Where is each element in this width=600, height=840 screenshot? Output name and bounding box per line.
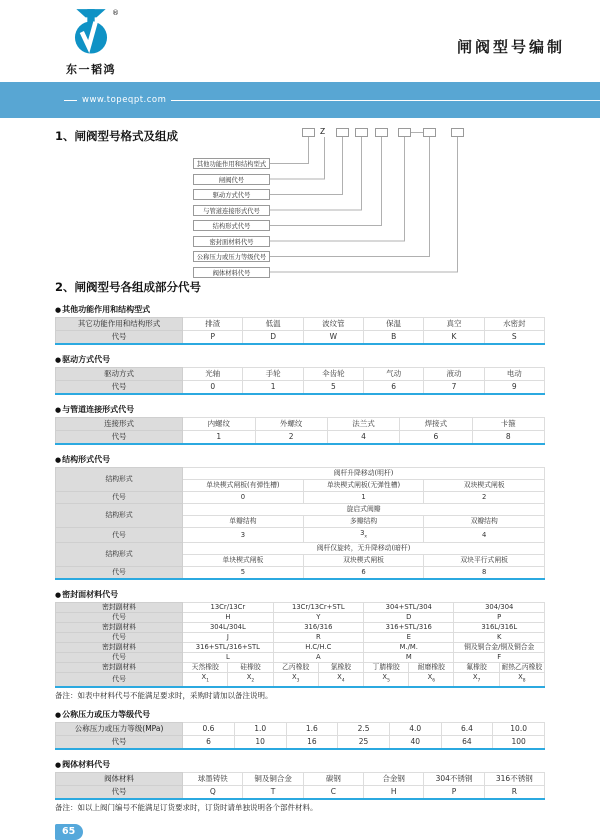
value-cell: $X_1$ — [183, 673, 228, 687]
value-cell: M — [364, 653, 454, 663]
table-section — [55, 590, 545, 699]
value-cell: 100 — [493, 735, 545, 749]
value-cell: 25 — [338, 735, 390, 749]
row-header-cell: 代号 — [56, 653, 183, 663]
table-row — [56, 431, 545, 445]
row-header-cell: 代号 — [56, 633, 183, 643]
model-code-box — [336, 128, 349, 137]
table-row — [56, 468, 545, 480]
value-cell: 伞齿轮 — [303, 368, 363, 381]
model-code-box — [423, 128, 436, 137]
valve-logo-icon — [69, 8, 113, 56]
value-cell: C — [303, 785, 363, 799]
value-cell: 304+STL/304 — [364, 603, 454, 613]
code-tables-area — [55, 305, 545, 812]
value-cell: $X_6$ — [409, 673, 454, 687]
value-cell: 0.6 — [183, 722, 235, 735]
table-section — [55, 355, 545, 395]
website-url: www.topeqpt.com — [82, 95, 167, 105]
code-table — [55, 317, 545, 345]
bullet-icon: ● — [55, 406, 62, 414]
value-cell: S — [484, 331, 544, 345]
table-section — [55, 305, 545, 345]
registered-trademark: ® — [112, 9, 119, 17]
code-table — [55, 417, 545, 445]
row-header-cell: 代号 — [56, 331, 183, 345]
value-cell: 1 — [303, 492, 424, 504]
value-cell: E — [364, 633, 454, 643]
divider-line — [64, 100, 77, 101]
value-cell: 保温 — [364, 318, 424, 331]
row-header-cell: 结构形式 — [56, 543, 183, 567]
value-cell: 9 — [484, 381, 544, 395]
code-table — [55, 602, 545, 687]
row-header-cell: 代号 — [56, 381, 183, 395]
model-code-box — [451, 128, 464, 137]
row-header-cell: 代号 — [56, 735, 183, 749]
value-cell: 40 — [389, 735, 441, 749]
value-cell: 法兰式 — [327, 418, 399, 431]
value-cell: 双瓣结构 — [424, 516, 545, 528]
table-row — [56, 418, 545, 431]
value-cell: 13Cr/13Cr — [183, 603, 273, 613]
value-cell: $X_2$ — [228, 673, 273, 687]
value-cell: 手轮 — [243, 368, 303, 381]
diagram-label: 驱动方式代号 — [193, 189, 270, 200]
table-row — [56, 643, 545, 653]
code-table — [55, 467, 545, 580]
row-header-cell: 密封副材料 — [56, 643, 183, 653]
value-cell: $X_4$ — [318, 673, 363, 687]
row-header-cell: 阀体材料 — [56, 772, 183, 785]
table-row — [56, 673, 545, 687]
value-cell: $X_3$ — [273, 673, 318, 687]
table-section-heading — [55, 590, 545, 600]
page-content — [0, 124, 600, 840]
value-cell: M./M. — [364, 643, 454, 653]
table-section-label: 结构形式代号 — [62, 455, 111, 464]
section1-title: 1、闸阀型号格式及组成 — [55, 129, 179, 143]
table-row — [56, 567, 545, 580]
value-cell: P — [183, 331, 243, 345]
value-cell: 内螺纹 — [183, 418, 255, 431]
value-cell: $X_8$ — [499, 673, 544, 687]
table-row — [56, 722, 545, 735]
table-section-heading — [55, 305, 545, 315]
row-header-cell: 结构形式 — [56, 504, 183, 528]
model-code-box — [302, 128, 315, 137]
table-row — [56, 785, 545, 799]
bullet-icon: ● — [55, 356, 62, 364]
table-row — [56, 663, 545, 673]
value-cell: 合金钢 — [364, 772, 424, 785]
diagram-label: 其他功能作用和结构型式 — [193, 158, 270, 169]
value-cell: F — [454, 653, 545, 663]
value-cell: P — [424, 785, 484, 799]
value-cell: 阀杆升降移动(明杆) — [183, 468, 545, 480]
value-cell: K — [454, 633, 545, 643]
code-table — [55, 772, 545, 800]
value-cell: 7 — [424, 381, 484, 395]
table-row — [56, 504, 545, 516]
value-cell: Q — [183, 785, 243, 799]
table-note: 备注：如以上阀门编号不能满足订货要求时，订货时请单独说明各个部件材料。 — [55, 802, 318, 812]
value-cell: 多瓣结构 — [303, 516, 424, 528]
value-cell: 阀杆仅旋转，无升降移动(暗杆) — [183, 543, 545, 555]
table-row — [56, 318, 545, 331]
table-section — [55, 405, 545, 445]
row-header-cell: 代号 — [56, 785, 183, 799]
value-cell: L — [183, 653, 273, 663]
value-cell: 氯橡胶 — [318, 663, 363, 673]
value-cell: 双块楔式闸板 — [424, 480, 545, 492]
model-code-box — [375, 128, 388, 137]
value-cell: 2 — [424, 492, 545, 504]
table-section-heading — [55, 760, 545, 770]
row-header-cell: 结构形式 — [56, 468, 183, 492]
value-cell: 4.0 — [389, 722, 441, 735]
row-header-cell: 密封副材料 — [56, 603, 183, 613]
value-cell: 单块楔式闸板(有弹性槽) — [183, 480, 304, 492]
value-cell: $3_x$ — [303, 528, 424, 543]
value-cell: 10 — [234, 735, 286, 749]
page-number-badge: 65 — [55, 824, 83, 840]
value-cell: 6 — [400, 431, 472, 445]
value-cell: 硅橡胶 — [228, 663, 273, 673]
row-header-cell: 驱动方式 — [56, 368, 183, 381]
value-cell: 铜及铜合金 — [243, 772, 303, 785]
value-cell: 8 — [472, 431, 544, 445]
row-header-cell: 代号 — [56, 613, 183, 623]
value-cell: 气动 — [364, 368, 424, 381]
value-cell: 4 — [424, 528, 545, 543]
row-header-cell: 代号 — [56, 431, 183, 445]
value-cell: 真空 — [424, 318, 484, 331]
value-cell: 4 — [327, 431, 399, 445]
page-header — [0, 0, 600, 82]
table-row — [56, 623, 545, 633]
table-section-heading — [55, 710, 545, 720]
table-row — [56, 331, 545, 345]
value-cell: 13Cr/13Cr+STL — [273, 603, 363, 613]
value-cell: 天然橡胶 — [183, 663, 228, 673]
bullet-icon: ● — [55, 760, 62, 769]
table-row — [56, 381, 545, 395]
row-header-cell: 密封副材料 — [56, 623, 183, 633]
code-table — [55, 367, 545, 395]
table-section-heading — [55, 355, 545, 365]
table-row — [56, 492, 545, 504]
value-cell: 低温 — [243, 318, 303, 331]
table-section-label: 公称压力或压力等级代号 — [62, 709, 151, 719]
row-header-cell: 代号 — [56, 567, 183, 580]
table-section-heading — [55, 455, 545, 465]
table-section-label: 阀体材料代号 — [62, 759, 111, 769]
table-section-label: 驱动方式代号 — [62, 355, 111, 364]
value-cell: A — [273, 653, 363, 663]
value-cell: 碳钢 — [303, 772, 363, 785]
value-cell: 304L/304L — [183, 623, 273, 633]
value-cell: 304不锈钢 — [424, 772, 484, 785]
model-code-box — [355, 128, 368, 137]
diagram-label: 与管道连接形式代号 — [193, 205, 270, 216]
bullet-icon: ● — [55, 710, 62, 719]
table-row — [56, 528, 545, 543]
value-cell: 光轴 — [183, 368, 243, 381]
value-cell: 液动 — [424, 368, 484, 381]
row-header-cell: 其它功能作用和结构形式 — [56, 318, 183, 331]
bullet-icon: ● — [55, 591, 62, 600]
value-cell: 铜及铜合金/铜及铜合金 — [454, 643, 545, 653]
value-cell: R — [273, 633, 363, 643]
bullet-icon: ● — [55, 306, 62, 314]
valve-type-code-letter: Z — [320, 127, 326, 136]
value-cell: 0 — [183, 381, 243, 395]
value-cell: J — [183, 633, 273, 643]
diagram-label: 结构形式代号 — [193, 220, 270, 231]
value-cell: K — [424, 331, 484, 345]
value-cell: 8 — [424, 567, 545, 580]
value-cell: $X_7$ — [454, 673, 499, 687]
table-row — [56, 368, 545, 381]
table-section — [55, 455, 545, 580]
diagram-label: 闸阀代号 — [193, 174, 270, 185]
value-cell: 排渣 — [183, 318, 243, 331]
value-cell: 1 — [183, 431, 255, 445]
value-cell: 0 — [183, 492, 304, 504]
bullet-icon: ● — [55, 456, 62, 464]
value-cell: 6 — [364, 381, 424, 395]
value-cell: 316L/316L — [454, 623, 545, 633]
value-cell: 耐磨橡胶 — [409, 663, 454, 673]
row-header-cell: 代号 — [56, 528, 183, 543]
model-format-diagram — [55, 124, 545, 279]
value-cell: P — [454, 613, 545, 623]
diagram-label: 密封面材料代号 — [193, 236, 270, 247]
website-band — [0, 82, 600, 118]
model-code-box — [398, 128, 411, 137]
value-cell: 6.4 — [441, 722, 493, 735]
value-cell: 316不锈钢 — [484, 772, 544, 785]
value-cell: 16 — [286, 735, 338, 749]
value-cell: T — [243, 785, 303, 799]
page-title: 闸阀型号编制 — [456, 38, 565, 56]
row-header-cell: 代号 — [56, 673, 183, 687]
value-cell: 2.5 — [338, 722, 390, 735]
value-cell: R — [484, 785, 544, 799]
value-cell: 64 — [441, 735, 493, 749]
table-row — [56, 653, 545, 663]
value-cell: 316+STL/316 — [364, 623, 454, 633]
value-cell: 316/316 — [273, 623, 363, 633]
value-cell: 双块楔式闸板 — [303, 555, 424, 567]
value-cell: D — [243, 331, 303, 345]
table-section-label: 密封面材料代号 — [62, 590, 119, 600]
table-note: 备注：如表中材料代号不能满足要求时，采购时请加以备注说明。 — [55, 690, 273, 700]
diagram-label: 公称压力或压力等级代号 — [193, 251, 270, 262]
value-cell: D — [364, 613, 454, 623]
value-cell: 耐热乙丙橡胶 — [499, 663, 544, 673]
value-cell: H.C/H.C — [273, 643, 363, 653]
value-cell: 焊接式 — [400, 418, 472, 431]
connector-lines-icon — [55, 124, 545, 279]
row-header-cell: 连接形式 — [56, 418, 183, 431]
table-row — [56, 772, 545, 785]
value-cell: 丁腈橡胶 — [364, 663, 409, 673]
value-cell: B — [364, 331, 424, 345]
value-cell: 波纹管 — [303, 318, 363, 331]
value-cell: 球墨铸铁 — [183, 772, 243, 785]
value-cell: H — [183, 613, 273, 623]
table-row — [56, 543, 545, 555]
value-cell: 单块楔式闸板 — [183, 555, 304, 567]
value-cell: 1.6 — [286, 722, 338, 735]
value-cell: 6 — [183, 735, 235, 749]
value-cell: 316+STL/316+STL — [183, 643, 273, 653]
value-cell: 304/304 — [454, 603, 545, 613]
row-header-cell: 代号 — [56, 492, 183, 504]
table-section — [55, 760, 545, 812]
value-cell: 10.0 — [493, 722, 545, 735]
row-header-cell: 公称压力或压力等级(MPa) — [56, 722, 183, 735]
table-section — [55, 710, 545, 750]
divider-line — [171, 100, 600, 101]
value-cell: $X_5$ — [364, 673, 409, 687]
table-row — [56, 613, 545, 623]
value-cell: 旋启式阀瓣 — [183, 504, 545, 516]
value-cell: 卡箍 — [472, 418, 544, 431]
value-cell: 单瓣结构 — [183, 516, 304, 528]
code-table — [55, 722, 545, 750]
value-cell: H — [364, 785, 424, 799]
brand-logo — [53, 8, 129, 77]
table-row — [56, 735, 545, 749]
section-model-format — [55, 124, 545, 279]
value-cell: 乙丙橡胶 — [273, 663, 318, 673]
value-cell: 单块楔式闸板(无弹性槽) — [303, 480, 424, 492]
value-cell: 5 — [183, 567, 304, 580]
value-cell: 双块平行式闸板 — [424, 555, 545, 567]
value-cell: 氟橡胶 — [454, 663, 499, 673]
brand-name: 东一韬鸿 — [66, 63, 116, 76]
value-cell: 5 — [303, 381, 363, 395]
table-section-heading — [55, 405, 545, 415]
row-header-cell: 密封副材料 — [56, 663, 183, 673]
value-cell: 2 — [255, 431, 327, 445]
value-cell: 3 — [183, 528, 304, 543]
table-section-label: 与管道连接形式代号 — [62, 405, 135, 414]
value-cell: Y — [273, 613, 363, 623]
section2-title: 2、闸阀型号各组成部分代号 — [55, 280, 202, 294]
diagram-label: 阀体材料代号 — [193, 267, 270, 278]
table-row — [56, 633, 545, 643]
value-cell: 6 — [303, 567, 424, 580]
value-cell: 1.0 — [234, 722, 286, 735]
value-cell: 电动 — [484, 368, 544, 381]
value-cell: W — [303, 331, 363, 345]
table-row — [56, 603, 545, 613]
value-cell: 外螺纹 — [255, 418, 327, 431]
value-cell: 水密封 — [484, 318, 544, 331]
table-section-label: 其他功能作用和结构型式 — [62, 305, 151, 314]
value-cell: 1 — [243, 381, 303, 395]
